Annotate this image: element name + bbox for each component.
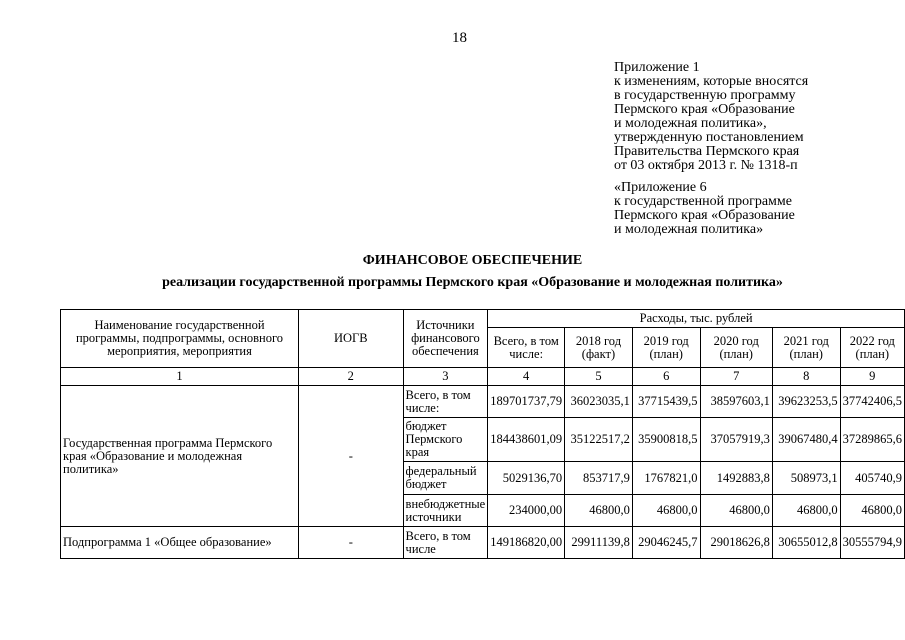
value-cell: 405740,9 [840, 462, 904, 495]
index-cell: 1 [61, 368, 299, 386]
value-cell: 36023035,1 [565, 386, 633, 418]
index-cell: 8 [772, 368, 840, 386]
header-name: Наименование государственной программы, подпрограммы, основного мероприятия, мероприятия [61, 310, 299, 368]
value-cell: 234000,00 [488, 495, 565, 527]
annex6-line: Пермского края «Образование [614, 208, 795, 223]
annex1-line: и молодежная политика», [614, 116, 767, 131]
annex1-line: Приложение 1 [614, 60, 700, 75]
document-title: ФИНАНСОВОЕ ОБЕСПЕЧЕНИЕ [362, 253, 583, 268]
index-cell: 7 [700, 368, 772, 386]
annex1-line: утвержденную постановлением [614, 130, 804, 145]
header-year-2020: 2020 год (план) [700, 328, 772, 368]
source-cell: федеральный бюджет [403, 462, 488, 495]
annex1-line: от 03 октября 2013 г. № 1318-п [614, 158, 798, 173]
annex1-line: к изменениям, которые вносятся [614, 74, 809, 89]
index-cell: 6 [632, 368, 700, 386]
value-cell: 184438601,09 [488, 418, 565, 462]
financing-table [60, 309, 905, 559]
value-cell: 29018626,8 [700, 527, 772, 559]
annex6-line: «Приложение 6 [614, 180, 707, 195]
value-cell: 46800,0 [700, 495, 772, 527]
annex1-line: Пермского края «Образование [614, 102, 795, 117]
header-year-2019: 2019 год (план) [632, 328, 700, 368]
index-cell: 3 [403, 368, 488, 386]
value-cell: 5029136,70 [488, 462, 565, 495]
table-row [61, 527, 905, 559]
table-row [61, 386, 905, 418]
value-cell: 37057919,3 [700, 418, 772, 462]
header-year-2021: 2021 год (план) [772, 328, 840, 368]
value-cell: 189701737,79 [488, 386, 565, 418]
index-cell: 2 [299, 368, 404, 386]
header-source: Источники финансового обеспечения [403, 310, 488, 368]
header-year-2022: 2022 год (план) [840, 328, 904, 368]
program-iogv: - [299, 386, 404, 527]
value-cell: 1492883,8 [700, 462, 772, 495]
value-cell: 30555794,9 [840, 527, 904, 559]
header-total: Всего, в том числе: [488, 328, 565, 368]
annex6-block [614, 181, 795, 237]
value-cell: 1767821,0 [632, 462, 700, 495]
program-name: Государственная программа Пермского края «Образование и молодежная политика» [61, 386, 299, 527]
value-cell: 39067480,4 [772, 418, 840, 462]
value-cell: 46800,0 [565, 495, 633, 527]
value-cell: 38597603,1 [700, 386, 772, 418]
value-cell: 30655012,8 [772, 527, 840, 559]
value-cell: 46800,0 [632, 495, 700, 527]
value-cell: 37742406,5 [840, 386, 904, 418]
value-cell: 29911139,8 [565, 527, 633, 559]
value-cell: 35900818,5 [632, 418, 700, 462]
annex6-line: и молодежная политика» [614, 222, 764, 237]
index-cell: 5 [565, 368, 633, 386]
value-cell: 508973,1 [772, 462, 840, 495]
subprogram-iogv: - [299, 527, 404, 559]
header-year-2018: 2018 год (факт) [565, 328, 633, 368]
source-cell: Всего, в том числе: [403, 386, 488, 418]
index-cell: 9 [840, 368, 904, 386]
value-cell: 46800,0 [772, 495, 840, 527]
value-cell: 853717,9 [565, 462, 633, 495]
value-cell: 29046245,7 [632, 527, 700, 559]
document-subtitle: реализации государственной программы Пермского края «Образование и молодежная политика» [162, 275, 783, 290]
header-expenses: Расходы, тыс. рублей [488, 310, 905, 328]
value-cell: 37715439,5 [632, 386, 700, 418]
page-number: 18 [452, 30, 467, 46]
value-cell: 46800,0 [840, 495, 904, 527]
value-cell: 39623253,5 [772, 386, 840, 418]
annex6-line: к государственной программе [614, 194, 792, 209]
header-iogv: ИОГВ [299, 310, 404, 368]
source-cell: Всего, в том числе [403, 527, 488, 559]
annex1-line: в государственную программу [614, 88, 796, 103]
value-cell: 149186820,00 [488, 527, 565, 559]
source-cell: бюджет Пермского края [403, 418, 488, 462]
annex1-block [614, 61, 808, 173]
value-cell: 37289865,6 [840, 418, 904, 462]
index-cell: 4 [488, 368, 565, 386]
source-cell: внебюджетные источники [403, 495, 488, 527]
annex1-line: Правительства Пермского края [614, 144, 800, 159]
subprogram-name: Подпрограмма 1 «Общее образование» [61, 527, 299, 559]
value-cell: 35122517,2 [565, 418, 633, 462]
column-index-row [61, 368, 905, 386]
